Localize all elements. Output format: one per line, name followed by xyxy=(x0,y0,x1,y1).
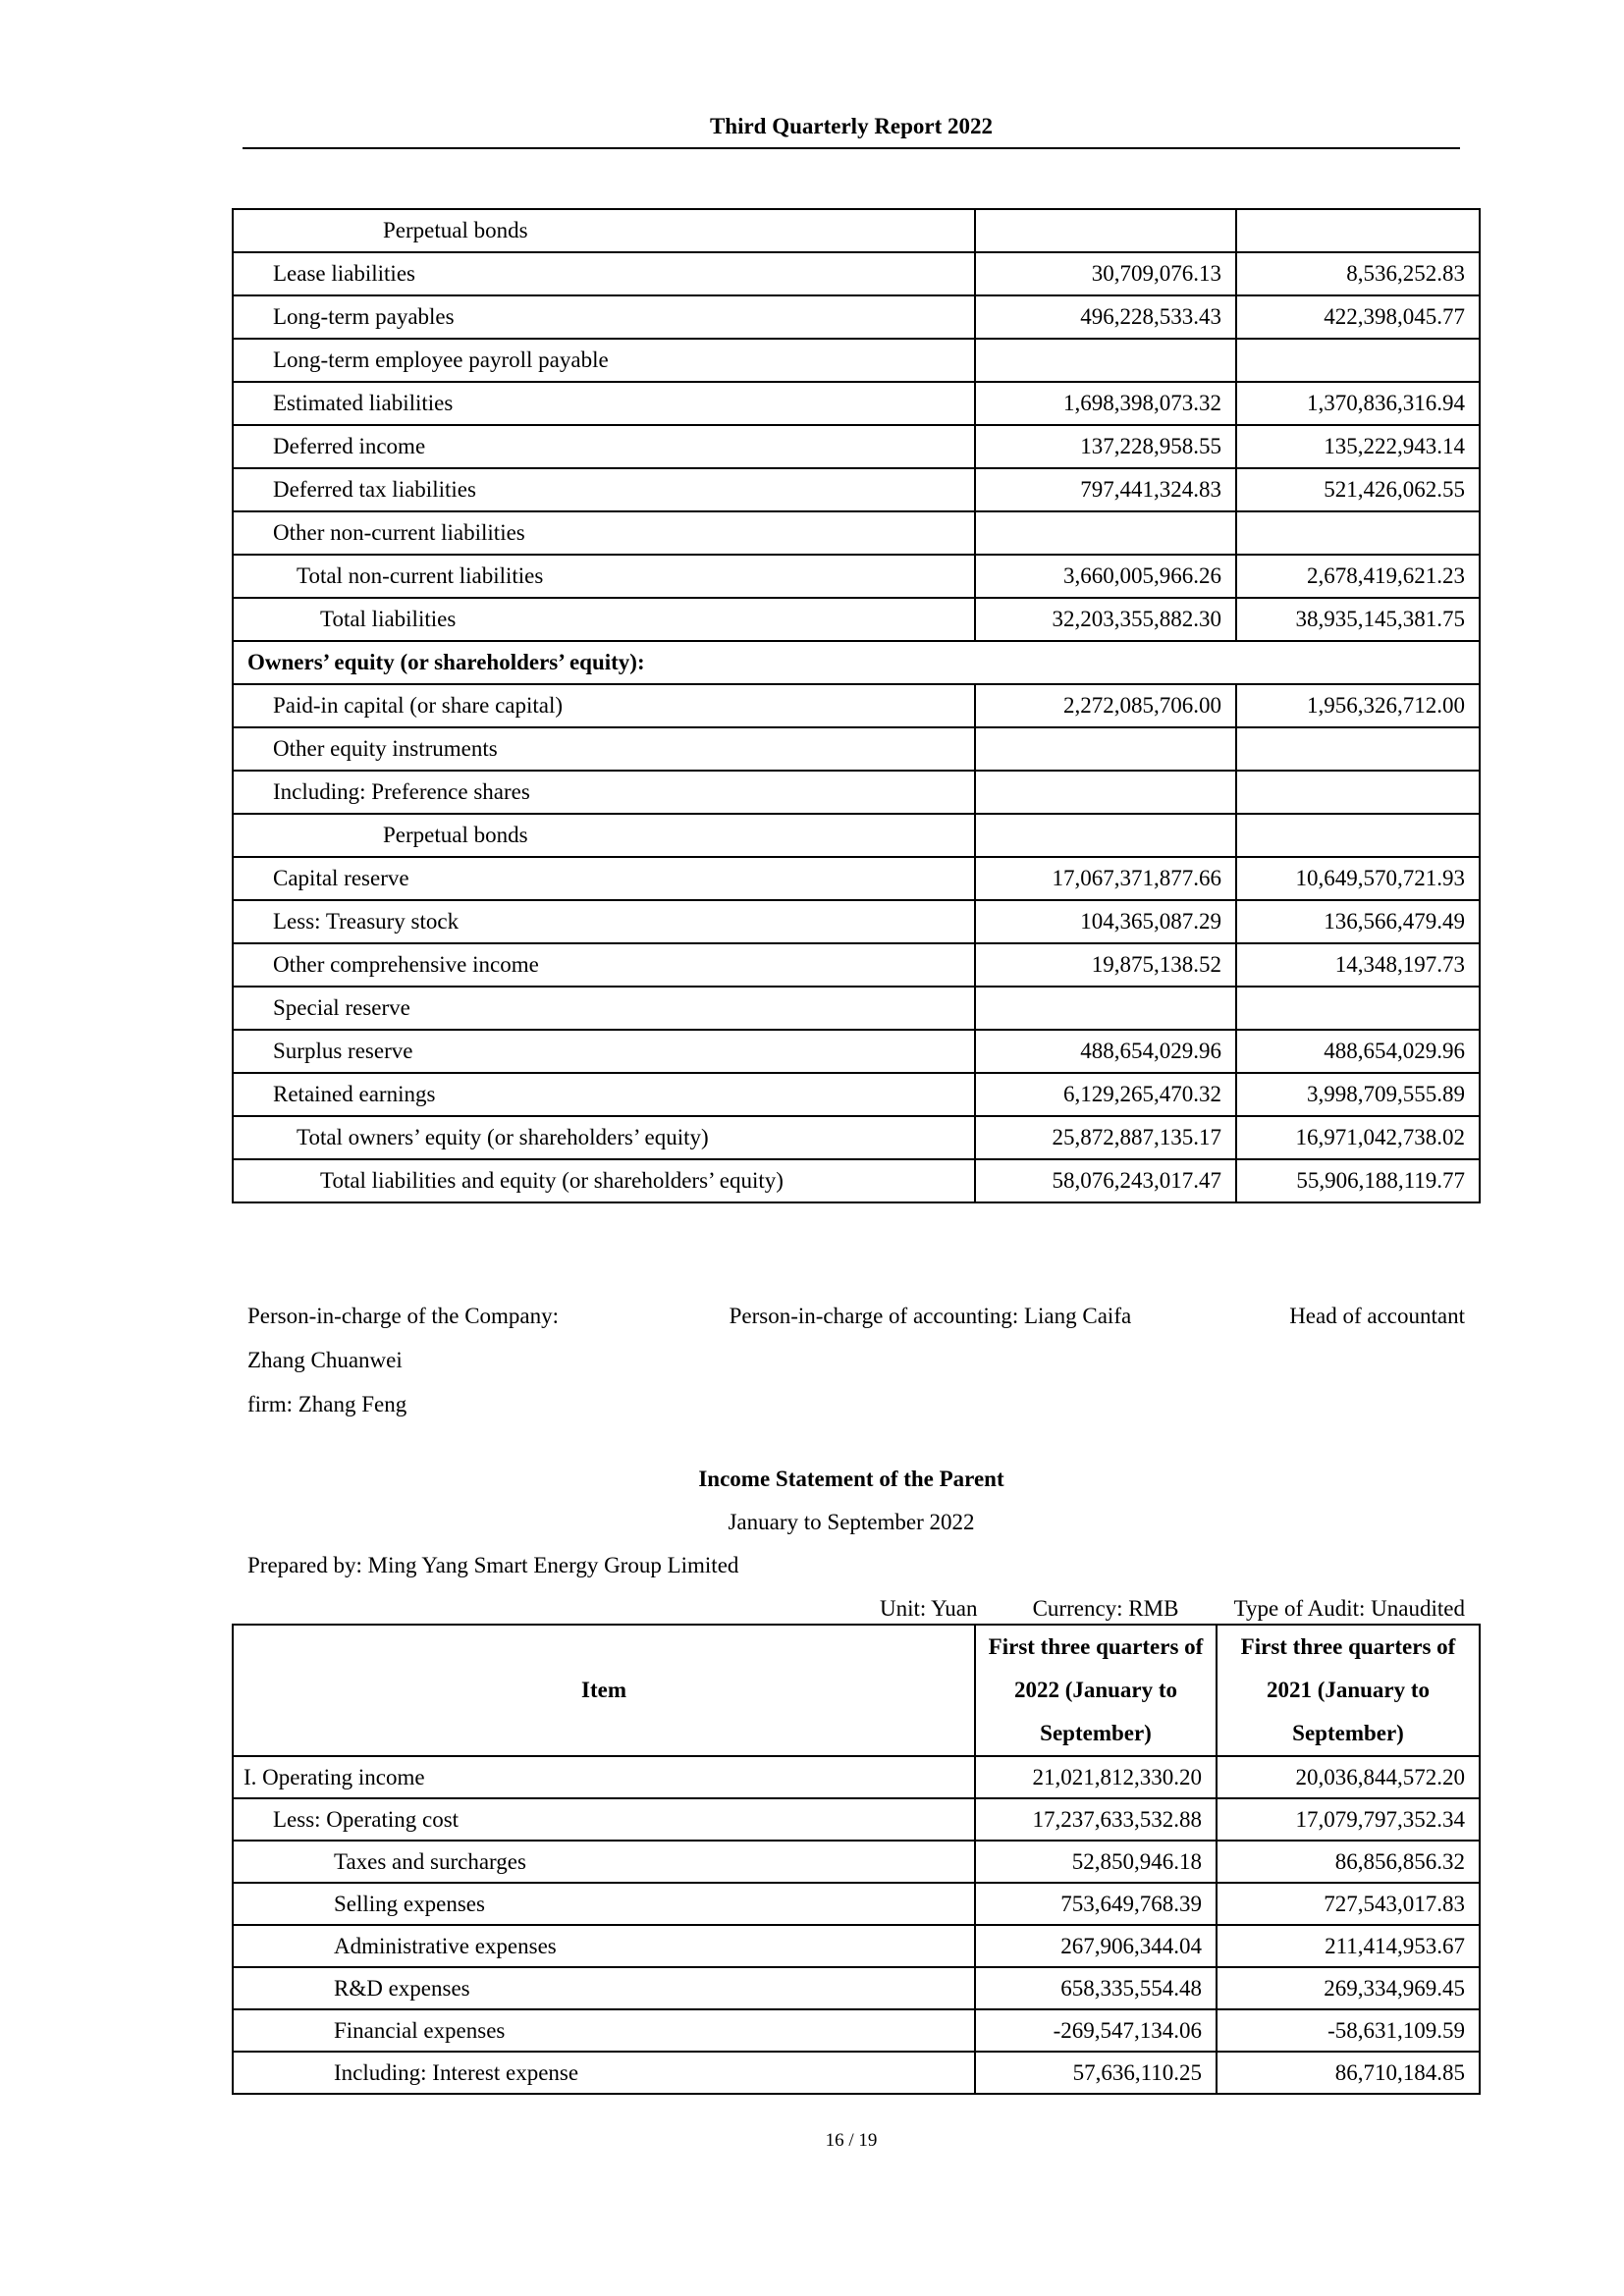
prior-value xyxy=(1236,771,1480,814)
row-label: Administrative expenses xyxy=(233,1925,975,1967)
accounting-person-in-charge: Person-in-charge of accounting: Liang Caifa xyxy=(729,1304,1132,1328)
prior-value: -58,631,109.59 xyxy=(1217,2009,1480,2052)
row-label: Including: Preference shares xyxy=(233,771,975,814)
income-statement-table xyxy=(232,1624,1481,2095)
row-label: Paid-in capital (or share capital) xyxy=(233,684,975,727)
table-row xyxy=(233,1967,1480,2009)
row-label: Other non-current liabilities xyxy=(233,511,975,555)
row-label: Selling expenses xyxy=(233,1883,975,1925)
column-header-prior: First three quarters of 2021 (January to September) xyxy=(1217,1625,1480,1756)
prior-value: 10,649,570,721.93 xyxy=(1236,857,1480,900)
prior-value: 136,566,479.49 xyxy=(1236,900,1480,943)
current-value: 488,654,029.96 xyxy=(975,1030,1236,1073)
current-value: -269,547,134.06 xyxy=(975,2009,1217,2052)
table-row xyxy=(233,771,1480,814)
table-row xyxy=(233,684,1480,727)
table-row xyxy=(233,468,1480,511)
current-value: 2,272,085,706.00 xyxy=(975,684,1236,727)
prior-value: 86,710,184.85 xyxy=(1217,2052,1480,2094)
current-value: 104,365,087.29 xyxy=(975,900,1236,943)
table-row xyxy=(233,1925,1480,1967)
table-row xyxy=(233,511,1480,555)
company-person-in-charge: Person-in-charge of the Company: Zhang Chuanwei xyxy=(247,1304,560,1372)
row-label: Lease liabilities xyxy=(233,252,975,295)
row-label: Financial expenses xyxy=(233,2009,975,2052)
current-value: 19,875,138.52 xyxy=(975,943,1236,987)
prior-value: 488,654,029.96 xyxy=(1236,1030,1480,1073)
table-row xyxy=(233,1030,1480,1073)
table-row xyxy=(233,814,1480,857)
table-row xyxy=(233,425,1480,468)
current-value: 797,441,324.83 xyxy=(975,468,1236,511)
current-value: 17,067,371,877.66 xyxy=(975,857,1236,900)
income-statement-title: Income Statement of the Parent xyxy=(698,1467,1004,1491)
row-label: Other equity instruments xyxy=(233,727,975,771)
table-row xyxy=(233,339,1480,382)
prior-value: 727,543,017.83 xyxy=(1217,1883,1480,1925)
table-row xyxy=(233,1756,1480,1798)
current-value xyxy=(975,814,1236,857)
current-value: 32,203,355,882.30 xyxy=(975,598,1236,641)
column-header-current: First three quarters of 2022 (January to September) xyxy=(975,1625,1217,1756)
section-heading-row xyxy=(233,641,1480,684)
row-label: Total non-current liabilities xyxy=(233,555,975,598)
prior-value: 135,222,943.14 xyxy=(1236,425,1480,468)
row-label: Total owners’ equity (or shareholders’ equity) xyxy=(233,1116,975,1159)
row-label: Taxes and surcharges xyxy=(233,1841,975,1883)
current-value: 21,021,812,330.20 xyxy=(975,1756,1217,1798)
row-label: Retained earnings xyxy=(233,1073,975,1116)
header-rule xyxy=(243,147,1460,149)
prior-value: 16,971,042,738.02 xyxy=(1236,1116,1480,1159)
row-label: Perpetual bonds xyxy=(233,209,975,252)
row-label: I. Operating income xyxy=(233,1756,975,1798)
table-row xyxy=(233,2052,1480,2094)
prior-value: 3,998,709,555.89 xyxy=(1236,1073,1480,1116)
current-value: 17,237,633,532.88 xyxy=(975,1798,1217,1841)
row-label: Less: Treasury stock xyxy=(233,900,975,943)
row-label: R&D expenses xyxy=(233,1967,975,2009)
prior-value: 20,036,844,572.20 xyxy=(1217,1756,1480,1798)
table-row xyxy=(233,987,1480,1030)
current-value xyxy=(975,771,1236,814)
row-label: Including: Interest expense xyxy=(233,2052,975,2094)
accountant-firm-head-line2: firm: Zhang Feng xyxy=(247,1392,407,1416)
table-row xyxy=(233,598,1480,641)
signatures-block xyxy=(247,1294,1465,1426)
prior-value: 55,906,188,119.77 xyxy=(1236,1159,1480,1202)
current-value xyxy=(975,987,1236,1030)
row-label: Total liabilities and equity (or shareholders’ equity) xyxy=(233,1159,975,1202)
row-label: Capital reserve xyxy=(233,857,975,900)
current-value: 3,660,005,966.26 xyxy=(975,555,1236,598)
table-row xyxy=(233,727,1480,771)
current-value: 658,335,554.48 xyxy=(975,1967,1217,2009)
unit-label: Unit: Yuan xyxy=(880,1596,978,1621)
current-value xyxy=(975,209,1236,252)
currency-label: Currency: RMB xyxy=(1032,1596,1179,1621)
current-value: 58,076,243,017.47 xyxy=(975,1159,1236,1202)
prior-value: 521,426,062.55 xyxy=(1236,468,1480,511)
prior-value: 1,956,326,712.00 xyxy=(1236,684,1480,727)
current-value: 1,698,398,073.32 xyxy=(975,382,1236,425)
prior-value xyxy=(1236,209,1480,252)
prior-value: 211,414,953.67 xyxy=(1217,1925,1480,1967)
table-row xyxy=(233,900,1480,943)
table-row xyxy=(233,1073,1480,1116)
table-row xyxy=(233,1116,1480,1159)
prepared-by: Prepared by: Ming Yang Smart Energy Group Limited xyxy=(247,1553,739,1577)
row-label: Other comprehensive income xyxy=(233,943,975,987)
current-value: 496,228,533.43 xyxy=(975,295,1236,339)
current-value xyxy=(975,727,1236,771)
prior-value: 2,678,419,621.23 xyxy=(1236,555,1480,598)
table-row xyxy=(233,382,1480,425)
table-row xyxy=(233,1883,1480,1925)
current-value: 52,850,946.18 xyxy=(975,1841,1217,1883)
row-label: Deferred tax liabilities xyxy=(233,468,975,511)
row-label: Long-term payables xyxy=(233,295,975,339)
table-row xyxy=(233,252,1480,295)
table-row xyxy=(233,1841,1480,1883)
current-value: 6,129,265,470.32 xyxy=(975,1073,1236,1116)
prior-value xyxy=(1236,727,1480,771)
table-row xyxy=(233,1798,1480,1841)
prior-value: 8,536,252.83 xyxy=(1236,252,1480,295)
current-value: 57,636,110.25 xyxy=(975,2052,1217,2094)
table-row xyxy=(233,1159,1480,1202)
row-label: Long-term employee payroll payable xyxy=(233,339,975,382)
accountant-firm-head-line1: Head of accountant xyxy=(1289,1304,1465,1328)
page-number: 16 / 19 xyxy=(825,2130,878,2151)
row-label: Surplus reserve xyxy=(233,1030,975,1073)
prior-value xyxy=(1236,814,1480,857)
table-row xyxy=(233,295,1480,339)
table-row xyxy=(233,555,1480,598)
current-value xyxy=(975,339,1236,382)
row-label: Special reserve xyxy=(233,987,975,1030)
table-row xyxy=(233,209,1480,252)
column-header-item: Item xyxy=(233,1625,975,1756)
prior-value: 14,348,197.73 xyxy=(1236,943,1480,987)
row-label: Perpetual bonds xyxy=(233,814,975,857)
current-value xyxy=(975,511,1236,555)
row-label: Less: Operating cost xyxy=(233,1798,975,1841)
row-label: Total liabilities xyxy=(233,598,975,641)
prior-value xyxy=(1236,987,1480,1030)
prior-value: 422,398,045.77 xyxy=(1236,295,1480,339)
current-value: 137,228,958.55 xyxy=(975,425,1236,468)
prior-value: 1,370,836,316.94 xyxy=(1236,382,1480,425)
prior-value: 269,334,969.45 xyxy=(1217,1967,1480,2009)
prior-value xyxy=(1236,511,1480,555)
owners-equity-heading: Owners’ equity (or shareholders’ equity): xyxy=(233,641,1480,684)
current-value: 753,649,768.39 xyxy=(975,1883,1217,1925)
prior-value: 38,935,145,381.75 xyxy=(1236,598,1480,641)
income-statement-period: January to September 2022 xyxy=(728,1510,975,1534)
current-value: 30,709,076.13 xyxy=(975,252,1236,295)
current-value: 267,906,344.04 xyxy=(975,1925,1217,1967)
row-label: Deferred income xyxy=(233,425,975,468)
prior-value xyxy=(1236,339,1480,382)
prior-value: 86,856,856.32 xyxy=(1217,1841,1480,1883)
row-label: Estimated liabilities xyxy=(233,382,975,425)
unit-currency-audit-line xyxy=(880,1596,1465,1622)
table-header-row xyxy=(233,1625,1480,1756)
table-row xyxy=(233,857,1480,900)
audit-type-label: Type of Audit: Unaudited xyxy=(1233,1596,1465,1621)
balance-sheet-table xyxy=(232,208,1481,1203)
report-header-title: Third Quarterly Report 2022 xyxy=(709,114,994,138)
table-row xyxy=(233,943,1480,987)
table-row xyxy=(233,2009,1480,2052)
prior-value: 17,079,797,352.34 xyxy=(1217,1798,1480,1841)
current-value: 25,872,887,135.17 xyxy=(975,1116,1236,1159)
signatures-line xyxy=(247,1294,1465,1382)
